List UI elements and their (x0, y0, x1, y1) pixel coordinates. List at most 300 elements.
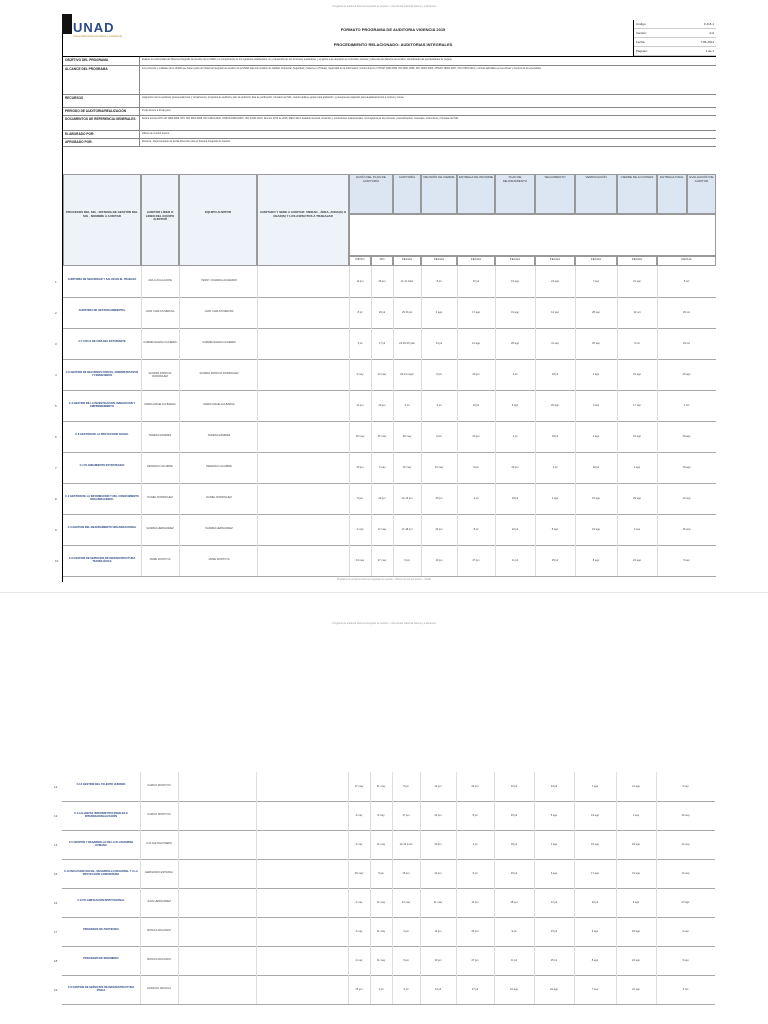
grid-line (534, 946, 535, 975)
table-row (54, 888, 715, 918)
grid-line (457, 421, 458, 452)
grid-line (616, 772, 617, 801)
grid-line (420, 772, 421, 801)
grid-line (140, 859, 141, 888)
date-cell: 20 ago (632, 929, 640, 933)
lead-auditor-cell: JAIME MONTOYA (149, 557, 171, 561)
grid-line (349, 483, 350, 514)
grid-line (616, 859, 617, 888)
grid-line (575, 359, 576, 390)
grid-line (257, 266, 258, 297)
date-cell: 26 jun (378, 279, 386, 283)
grid-line (534, 830, 535, 859)
grid-line (141, 297, 142, 328)
grid-line (495, 483, 496, 514)
date-cell: 7 sep (591, 987, 599, 991)
grid-line (575, 297, 576, 328)
grid-line (495, 359, 496, 390)
process-cell: PROGRAMA DE INGENIERÍA (83, 956, 119, 960)
date-cell: 24 may (355, 558, 365, 562)
document-page-2 (54, 772, 715, 1008)
date-cell: 24-25-26 julio (399, 341, 415, 345)
page-top-note: Programa de auditoría Sistema Integrado de Gestión - Universidad Nacional Abierta y a Distancia (332, 5, 436, 8)
grid-line (657, 266, 658, 297)
col-header-audit: AUDITORÍA (393, 174, 421, 214)
date-cell: 17 jul (378, 341, 386, 345)
date-cell: 20 jun (511, 465, 519, 469)
date-cell: 18 jul (511, 496, 519, 500)
date-cell: 12-13 junio (399, 842, 413, 846)
document-meta (633, 20, 716, 56)
date-cell: 9 oct (634, 341, 640, 345)
grid-line (140, 772, 141, 801)
date-cell: 4 jul (472, 842, 478, 846)
date-cell: 6 jun (403, 958, 409, 962)
grid-line (371, 266, 372, 297)
grid-line (456, 975, 457, 1004)
date-cell: 26 oct (682, 310, 691, 314)
document-header (63, 14, 716, 57)
process-cell: C.14 ALIANZAS INTERINSTITUCIONALES E INTERNACIONALIZACIÓN (74, 811, 128, 818)
grid-line (494, 772, 495, 801)
date-cell: 11 jul (510, 958, 517, 962)
grid-line (457, 297, 458, 328)
grid-line (256, 946, 257, 975)
lead-auditor-cell: MARIA ANGELICA BAENA (144, 402, 176, 406)
date-cell: 12 sep (681, 842, 690, 846)
date-cell: 8 ago (592, 558, 600, 562)
date-cell: 29 ago (632, 842, 640, 846)
team-cell: CARMEN ELENA CACERES (202, 340, 236, 344)
date-cell: 3 sep (592, 403, 600, 407)
grid-line (257, 514, 258, 545)
date-cell: 8 jun (357, 496, 363, 500)
table-row (54, 975, 715, 1005)
grid-line (141, 359, 142, 390)
table-row (55, 328, 716, 360)
date-cell: 7 sep (592, 279, 600, 283)
date-cell: 14 sep (551, 310, 559, 314)
grid-line (535, 390, 536, 421)
grid-line (141, 483, 142, 514)
date-cell: 11 may (376, 842, 386, 846)
date-cell: 2 jul (404, 403, 410, 407)
date-cell: 11-11 Julio (400, 279, 414, 283)
grid-line (574, 772, 575, 801)
grid-line (494, 801, 495, 830)
grid-line (617, 452, 618, 483)
info-row: RECURSOS Asignación de los auditores (presencialmente y virtualmente), programa de auditoría, plan de auditoría, lista de verificación, formatos del SIG, cuando aplique equipo para grabación, y presupuesto asignado para desplazamientos a centros y zonas. (63, 95, 716, 108)
grid-line (575, 545, 576, 576)
date-cell: 9 ago (632, 900, 640, 904)
grid-line (140, 888, 141, 917)
redaction-bar (62, 14, 72, 34)
date-cell: 25 jul (550, 958, 558, 962)
date-cell: 20 jun (435, 496, 443, 500)
date-cell: 25 jun (355, 987, 363, 991)
date-cell: 6 jun (436, 434, 442, 438)
grid-line (348, 830, 349, 859)
grid-line (535, 297, 536, 328)
row-number: 10 (55, 558, 59, 563)
grid-line (179, 421, 180, 452)
document-title: FORMATO PROGRAMA DE AUDITORIA VIGENCIA 2015 (340, 27, 446, 32)
date-cell: 22 jul (511, 527, 519, 531)
table-row (54, 859, 715, 889)
table-row (54, 917, 715, 947)
grid-line (494, 917, 495, 946)
date-cell: 20 jun (378, 496, 386, 500)
date-cell: 11 jun (434, 929, 442, 933)
subheader-cell: FECHA (535, 256, 575, 266)
grid-line (392, 917, 393, 946)
process-cell: AUDITORÍA DE GESTIÓN AMBIENTAL (78, 308, 126, 312)
date-cell: 6 jun (473, 465, 479, 469)
col-header-report: ENTREGA DE INFORME (457, 174, 495, 214)
grid-line (141, 545, 142, 576)
grid-line (421, 421, 422, 452)
grid-line (257, 452, 258, 483)
team-cell: JUAN CARLOS MEDINA (204, 309, 234, 313)
date-cell: 26 jun (471, 784, 479, 788)
date-cell: 29 ago (682, 372, 691, 376)
grid-line (457, 359, 458, 390)
grid-line (178, 772, 179, 801)
subheader-cell: FECHA (393, 256, 421, 266)
date-cell: 14 sep (681, 871, 690, 875)
date-cell: 24 jul (550, 784, 558, 788)
date-cell: 6 ago (591, 929, 599, 933)
grid-line (495, 452, 496, 483)
grid-line (393, 266, 394, 297)
grid-line (370, 772, 371, 801)
info-row: OBJETIVO DEL PROGRAMA Evaluar la conformidad del Sistema Integrado de Gestión de la UNAD y el cumplimiento de los requisitos establecidos, en el desarrollo de sus funciones sustantivas, y el aporte a la educación en Colombia, eficacia y eficiencia del Sistema de Gestión, identificando las oportunidades de mejora. (63, 57, 716, 66)
date-cell: 18 jul (510, 842, 518, 846)
team-cell: MARIA ANGELICA BAENA (203, 402, 235, 406)
grid-line (257, 545, 258, 576)
grid-line (420, 975, 421, 1004)
grid-line (420, 917, 421, 946)
grid-line (457, 452, 458, 483)
date-cell: 7 ago (591, 784, 599, 788)
date-cell: 24 jun (434, 813, 442, 817)
grid-line (617, 359, 618, 390)
grid-line (348, 975, 349, 1004)
grid-line (349, 359, 350, 390)
date-cell: 16 sep (682, 527, 691, 531)
meta-row: Fecha: 7-05-2014 (634, 38, 716, 47)
table-row (55, 421, 716, 453)
subheader-cell: FECHA (575, 256, 617, 266)
grid-line (257, 297, 258, 328)
date-cell: 24 ago (551, 279, 559, 283)
grid-line (495, 390, 496, 421)
date-cell: 12 jul (550, 900, 558, 904)
grid-line (657, 359, 658, 390)
date-cell: 21 sep (632, 987, 640, 991)
grid-line (495, 421, 496, 452)
grid-line (574, 801, 575, 830)
grid-line (392, 830, 393, 859)
grid-line (617, 421, 618, 452)
process-cell: PROGRAMA DE ZOOTECNIA (83, 927, 119, 931)
grid-line (535, 545, 536, 576)
date-cell: 11 may (376, 958, 386, 962)
grid-line (617, 545, 618, 576)
grid-line (392, 801, 393, 830)
grid-line (370, 946, 371, 975)
date-cell: 1 ago (633, 465, 641, 469)
grid-line (179, 328, 180, 359)
row-number: 18 (54, 958, 58, 963)
date-cell: 4 jul (473, 496, 479, 500)
date-cell: 14 ago (472, 341, 480, 345)
grid-line (370, 888, 371, 917)
date-cell: 5 sep (682, 958, 689, 962)
date-cell: 2 sep (632, 813, 640, 817)
page-footer: Programa de auditoría Sistema Integrado de Gestión - Oficina de Control Interno - UNAD (336, 578, 432, 581)
table-row (54, 801, 715, 831)
date-cell: 31 jul (435, 341, 443, 345)
grid-line (457, 514, 458, 545)
process-cell: C.5 GESTIÓN Y DESARROLLO DE LA PLATAFORMA HUMANA (68, 840, 134, 847)
grid-line (534, 917, 535, 946)
grid-line (617, 328, 618, 359)
team-cell: FEDERICO AGUIRRE (206, 464, 232, 468)
date-cell: 3 jul (357, 341, 363, 345)
grid-line (421, 452, 422, 483)
date-cell: 15 ago (592, 496, 600, 500)
table-row (55, 514, 716, 546)
date-cell: 5 oct (683, 279, 690, 283)
row-number: 7 (55, 465, 57, 470)
grid-line (348, 859, 349, 888)
grid-line (140, 917, 141, 946)
date-cell: 29 26 jul (402, 310, 412, 314)
date-cell: 11 sep (551, 341, 559, 345)
grid-line (420, 946, 421, 975)
date-cell: 17 may (377, 527, 387, 531)
date-cell: 18 jul (551, 434, 559, 438)
grid-line (421, 514, 422, 545)
lead-auditor-cell: CARMEN ELENA CACERES (143, 340, 177, 344)
grid-line (616, 975, 617, 1004)
subheader-cell: FIN (371, 256, 393, 266)
lead-auditor-cell: JUAN HERNANDEZ (147, 899, 171, 903)
grid-line (371, 297, 372, 328)
date-cell: 11 may (376, 929, 386, 933)
grid-line (178, 801, 179, 830)
grid-line (656, 975, 657, 1004)
grid-line (494, 830, 495, 859)
grid-line (348, 917, 349, 946)
column-headers (63, 174, 716, 266)
grid-line (616, 917, 617, 946)
grid-line (574, 917, 575, 946)
date-cell: 22 jun (434, 871, 442, 875)
date-cell: 1 ago (551, 496, 559, 500)
subheader-cell: FECHA (617, 256, 657, 266)
col-header-team: EQUIPO AUDITOR (179, 174, 257, 266)
unad-logo (73, 20, 131, 50)
audit-schedule-table-continued (54, 772, 715, 1008)
meta-row: Páginas: 1 de 1 (634, 47, 716, 56)
row-number: 9 (55, 527, 57, 532)
grid-line (657, 421, 658, 452)
grid-line (534, 772, 535, 801)
date-cell: 2 sep (633, 527, 641, 531)
col-header-audited: AUDITADO Y SEDE A AUDITAR: UNIDAD - ÁREA, ZONA(S) O CEAD(S) Y LOS ASPECTOS A TRABAJAR (257, 174, 349, 266)
grid-line (494, 975, 495, 1004)
date-cell: 10 ago (510, 987, 518, 991)
grid-line (349, 390, 350, 421)
grid-line (178, 830, 179, 859)
team-cell: SANDRA PATRICIA RODRIGUEZ (199, 371, 239, 375)
grid-line (370, 975, 371, 1004)
date-cell: 8 ago (591, 958, 599, 962)
date-cell: 11 jul (511, 558, 518, 562)
date-cell: 15 jun (402, 871, 410, 875)
grid-line (575, 514, 576, 545)
date-cell: 10 jul (510, 784, 518, 788)
grid-line (575, 452, 576, 483)
table-row (54, 946, 715, 976)
grid-line (420, 801, 421, 830)
date-cell: 24 ago (550, 987, 558, 991)
grid-line (656, 830, 657, 859)
date-cell: 9 jul (511, 929, 517, 933)
process-cell: C.8 GESTIÓN DE LA PROYECCIÓN SOCIAL (75, 432, 129, 436)
grid-line (421, 266, 422, 297)
table-row (55, 545, 716, 577)
date-cell: 4 jul (512, 434, 518, 438)
process-cell: C.12 PLANIFICACIÓN INSTITUCIONAL (77, 898, 125, 902)
process-cell: C.3 GESTIÓN DEL MEJORAMIENTO ORGANIZACIONAL (67, 525, 137, 529)
table-row (55, 452, 716, 484)
date-cell: 8 jul (472, 813, 478, 817)
grid-line (534, 888, 535, 917)
date-cell: 17 ago (472, 310, 480, 314)
grid-line (256, 772, 257, 801)
date-cell: 28 sep (592, 310, 600, 314)
date-cell: 4 sep (682, 784, 689, 788)
logo-subtext: Universidad Nacional Abierta y a Distancia (73, 35, 122, 38)
grid-line (393, 483, 394, 514)
grid-line (657, 545, 658, 576)
date-cell: 6 jul (403, 987, 409, 991)
lead-auditor-cell: DANIEL RODRIGUEZ (147, 495, 173, 499)
process-cell: C.4 GESTIÓN DE LA INVESTIGACIÓN, INNOVACIÓN Y EMPRENDIMIENTO (68, 401, 136, 408)
date-cell: 5 ago (550, 813, 558, 817)
info-row: ALCANCE DEL PROGRAMA Los procesos y unidades de la UNAD que hacen parte del Sistema Integrado de Gestión de la UNAD bajo los modelos de Calidad, Ambiental, Seguridad y Salud en el Trabajo, Seguridad de la Información, Control Interno, NTCGP 1000:2009, ISO 9001:2008, ISO 14001:2004, OHSAS 18001:2007, ISO 27001:2013 y normas aplicables en las Zonas y Centros de la universidad. (63, 66, 716, 95)
grid-line (495, 266, 496, 297)
info-row: PERIODO DE AUDITORIA/REALIZACIÓN 15 de febrero a 30 de junio (63, 108, 716, 116)
grid-line (257, 421, 258, 452)
date-cell: 20 jun (472, 372, 480, 376)
grid-line (393, 421, 394, 452)
date-cell: 29-31 mayo (400, 372, 414, 376)
grid-line (393, 297, 394, 328)
date-cell: 31 ago (632, 871, 640, 875)
grid-line (141, 514, 142, 545)
grid-line (457, 483, 458, 514)
subheader-cell: FECHA (657, 256, 716, 266)
process-cell: C.13 GESTIÓN DEL TALENTO HUMANO (76, 782, 126, 786)
grid-line (535, 266, 536, 297)
grid-line (456, 830, 457, 859)
grid-line (179, 266, 180, 297)
grid-line (257, 390, 258, 421)
grid-line (457, 390, 458, 421)
date-cell: 1 oct (683, 403, 690, 407)
grid-line (256, 975, 257, 1004)
grid-line (534, 801, 535, 830)
date-cell: 15 ago (591, 842, 599, 846)
grid-line (256, 830, 257, 859)
date-cell: 4 may (356, 527, 364, 531)
date-cell: 20 jul (378, 310, 386, 314)
grid-line (256, 801, 257, 830)
subheader-cell: FECHA (421, 256, 457, 266)
grid-line (178, 917, 179, 946)
grid-line (495, 545, 496, 576)
grid-line (656, 772, 657, 801)
grid-line (349, 266, 350, 297)
row-number: 14 (54, 842, 58, 847)
grid-line (656, 917, 657, 946)
date-cell: 4 may (355, 900, 363, 904)
row-number: 16 (54, 900, 58, 905)
lead-auditor-cell: HERNANDO ESTRADA (145, 870, 173, 874)
grid-line (257, 328, 258, 359)
table-row (54, 830, 715, 860)
grid-line (656, 801, 657, 830)
grid-line (370, 859, 371, 888)
grid-line (371, 328, 372, 359)
date-cell: 31 may (376, 784, 386, 788)
date-cell: 31 ago (511, 310, 519, 314)
subheader-cell: FECHA (457, 256, 495, 266)
audit-schedule-table (55, 266, 716, 582)
date-cell: 27 jul (471, 987, 479, 991)
grid-line (656, 946, 657, 975)
date-cell: 4 may (355, 958, 363, 962)
grid-line (657, 483, 658, 514)
grid-line (349, 421, 350, 452)
row-number: 3 (55, 341, 57, 346)
grid-line (371, 545, 372, 576)
grid-line (349, 452, 350, 483)
grid-line (575, 266, 576, 297)
grid-line (179, 483, 180, 514)
date-cell: 23 may (434, 465, 444, 469)
grid-line (256, 859, 257, 888)
date-cell: 16 may (402, 465, 412, 469)
date-cell: 5 jun (403, 784, 409, 788)
grid-line (178, 888, 179, 917)
date-cell: 12 sep (682, 496, 691, 500)
subheader-cell: FECHA (495, 256, 535, 266)
meta-row: Código: F-8-8-1 (634, 20, 716, 29)
grid-line (457, 328, 458, 359)
grid-line (574, 946, 575, 975)
row-number: 8 (55, 496, 57, 501)
lead-auditor-cell: HORACIO ARCHILA (147, 986, 171, 990)
row-number: 6 (55, 434, 57, 439)
grid-line (616, 830, 617, 859)
grid-line (421, 390, 422, 421)
date-cell: 24 may (401, 900, 411, 904)
